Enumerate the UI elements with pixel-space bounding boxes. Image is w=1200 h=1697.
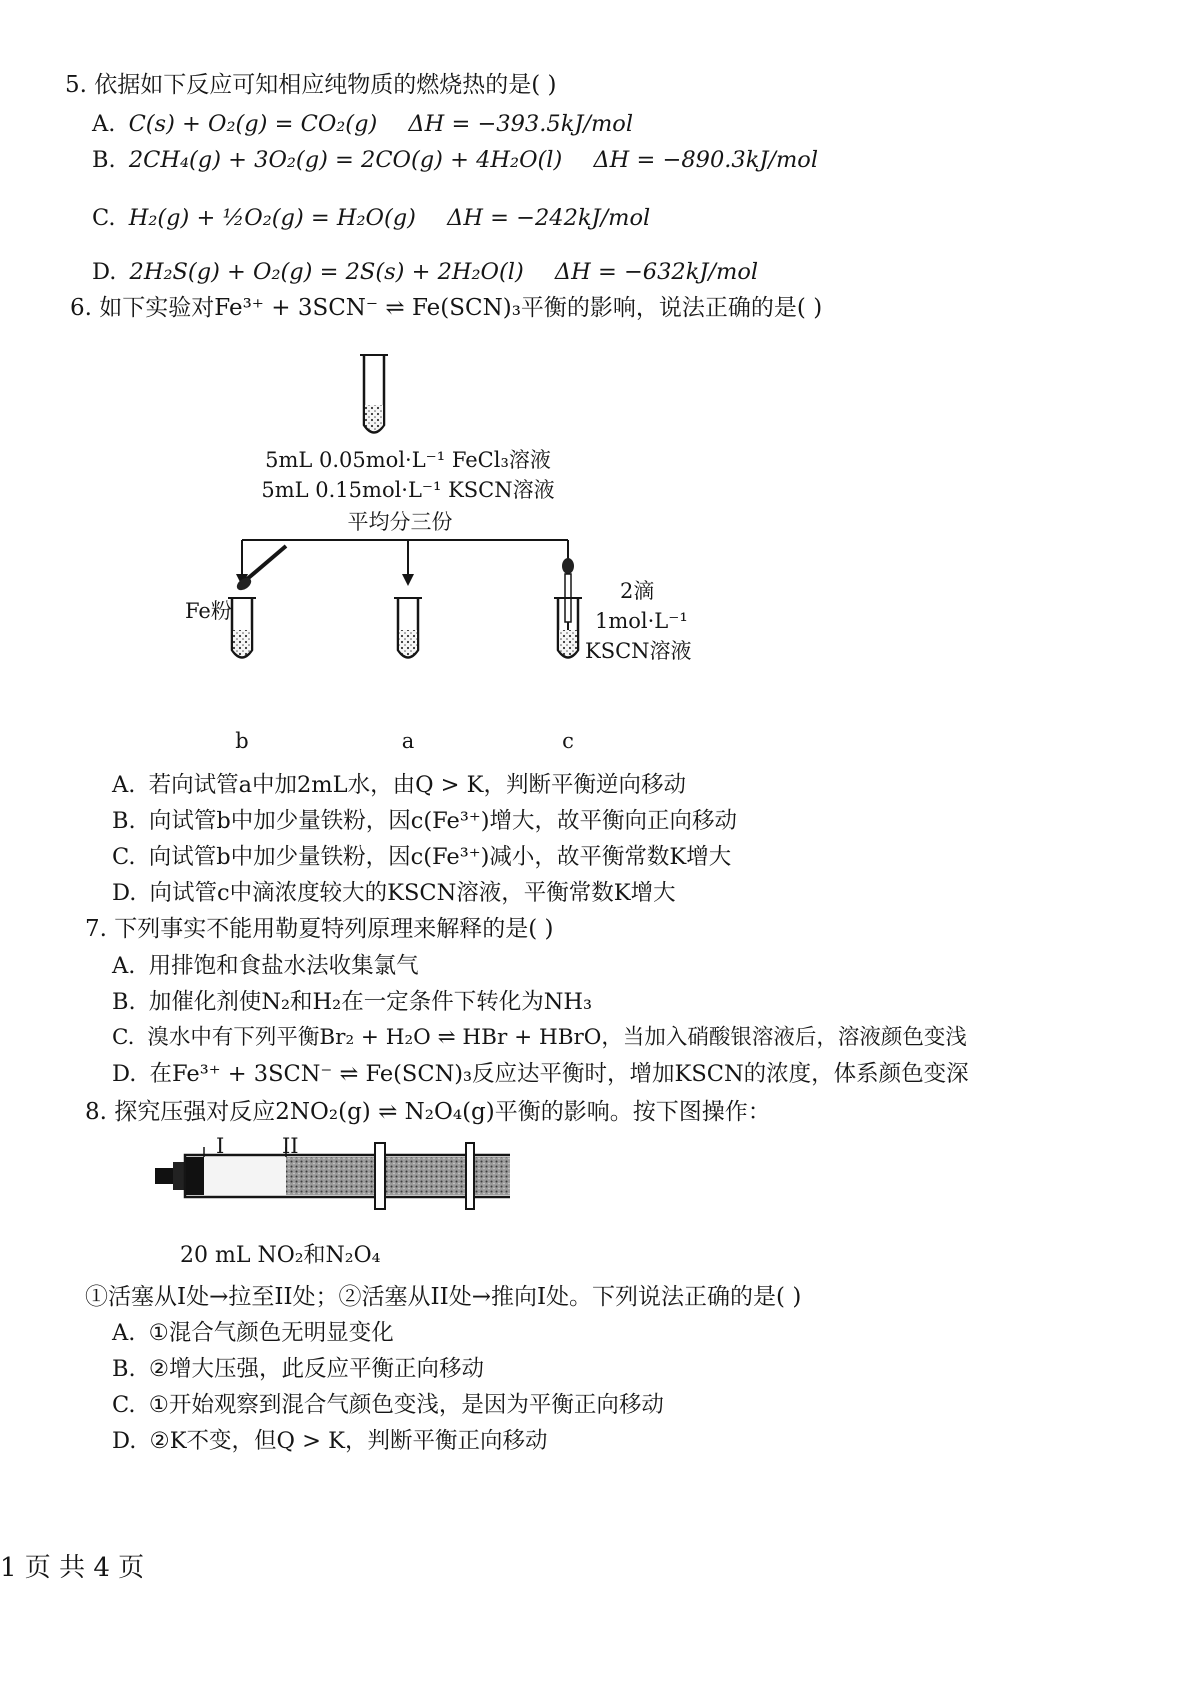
q8-option-b (112, 1354, 484, 1384)
q7-option-c-text: 溴水中有下列平衡Br₂ + H₂O ⇌ HBr + HBrO，当加入硝酸银溶液后，溶液颜色变浅 (147, 1025, 967, 1050)
q6-solution-line1: 5mL 0.05mol·L⁻¹ FeCl₃溶液 (265, 448, 551, 472)
q6-option-c (112, 842, 731, 872)
q8-instruction: ①活塞从I处→拉至II处；②活塞从II处→推向I处。下列说法正确的是( ) (85, 1284, 802, 1310)
q8-option-b-text: ②增大压强，此反应平衡正向移动 (148, 1356, 485, 1382)
q6-drop-label-line1: 2滴 (620, 579, 655, 603)
q6-option-c-text: 向试管b中加少量铁粉，因c(Fe³⁺)减小，故平衡常数K增大 (148, 844, 732, 870)
q7-stem: 7. 下列事实不能用勒夏特列原理来解释的是( ) (85, 916, 554, 942)
q7-option-b-text: 加催化剂使N₂和H₂在一定条件下转化为NH₃ (148, 989, 593, 1015)
q5-option-d-dh: ΔH = −632kJ/mol (554, 259, 759, 285)
q8-option-c-text: ①开始观察到混合气颜色变浅，是因为平衡正向移动 (148, 1392, 664, 1418)
q7-option-d-letter: D. (112, 1061, 137, 1087)
syringe-piston (186, 1157, 204, 1195)
q6-drop-label-line3: KSCN溶液 (585, 639, 692, 663)
q7-option-a (112, 951, 419, 981)
q7-option-c-letter: C. (112, 1025, 135, 1050)
q5-option-c-letter: C. (92, 205, 116, 231)
q5-option-c-equation: H₂(g) + ½O₂(g) = H₂O(g) (128, 205, 416, 231)
q6-option-b-text: 向试管b中加少量铁粉，因c(Fe³⁺)增大，故平衡向正向移动 (148, 808, 737, 834)
q6-option-a-text: 若向试管a中加2mL水，由Q > K，判断平衡逆向移动 (148, 772, 686, 798)
q6-tube-c-label: c (562, 729, 574, 753)
q7-option-b (112, 987, 592, 1017)
q5-option-b-dh: ΔH = −890.3kJ/mol (593, 147, 819, 173)
q6-option-c-letter: C. (112, 844, 136, 870)
q6-tube-a-label: a (401, 729, 415, 753)
q5-option-a (92, 109, 633, 139)
q5-option-d-letter: D. (92, 259, 117, 285)
test-tube-a (394, 598, 422, 658)
q8-mark-i: I (216, 1134, 225, 1158)
q5-option-b-equation: 2CH₄(g) + 3O₂(g) = 2CO(g) + 4H₂O(l) (128, 147, 563, 173)
q8-option-b-letter: B. (112, 1356, 136, 1382)
q7-option-c (112, 1023, 967, 1053)
q8-mark-ii: II (282, 1134, 299, 1158)
q6-option-a (112, 770, 686, 800)
q6-solution-line2: 5mL 0.15mol·L⁻¹ KSCN溶液 (261, 478, 555, 502)
q5-option-b-letter: B. (92, 147, 116, 173)
q8-option-d-text: ②K不变，但Q > K，判断平衡正向移动 (149, 1428, 548, 1454)
q8-stem: 8. 探究压强对反应2NO₂(g) ⇌ N₂O₄(g)平衡的影响。按下图操作： (85, 1099, 771, 1125)
q8-option-d (112, 1426, 547, 1456)
q8-option-a-letter: A. (112, 1320, 136, 1346)
q8-syringe-caption: 20 mL NO₂和N₂O₄ (180, 1243, 381, 1268)
q5-option-a-dh: ΔH = −393.5kJ/mol (408, 111, 634, 137)
q6-option-b (112, 806, 737, 836)
arrow-a (402, 574, 414, 586)
q6-stem: 6. 如下实验对Fe³⁺ + 3SCN⁻ ⇌ Fe(SCN)₃平衡的影响，说法正确的是( ) (70, 295, 823, 321)
syringe-cap (155, 1168, 173, 1184)
q5-option-c (92, 203, 650, 233)
q5-option-a-letter: A. (92, 111, 116, 137)
test-tube-b (228, 598, 256, 658)
q6-option-d-text: 向试管c中滴浓度较大的KSCN溶液，平衡常数K增大 (149, 880, 676, 906)
q6-option-a-letter: A. (112, 772, 136, 798)
dropper-icon (562, 558, 574, 632)
q8-option-a (112, 1318, 394, 1348)
gas-mixture (286, 1157, 510, 1195)
q6-tube-b-label: b (235, 729, 249, 753)
q8-option-a-text: ①混合气颜色无明显变化 (148, 1320, 394, 1346)
q6-option-d (112, 878, 676, 908)
q5-stem: 5. 依据如下反应可知相应纯物质的燃烧热的是( ) (65, 72, 557, 98)
q5-option-c-dh: ΔH = −242kJ/mol (447, 205, 651, 231)
q5-option-a-equation: C(s) + O₂(g) = CO₂(g) (128, 111, 378, 137)
q5-option-b (92, 145, 818, 175)
q8-option-d-letter: D. (112, 1428, 137, 1454)
source-test-tube (360, 355, 388, 433)
q7-option-a-text: 用排饱和食盐水法收集氯气 (148, 953, 419, 979)
q6-split-label: 平均分三份 (347, 510, 453, 534)
q5-option-d-equation: 2H₂S(g) + O₂(g) = 2S(s) + 2H₂O(l) (129, 259, 524, 285)
q7-option-d-text: 在Fe³⁺ + 3SCN⁻ ⇌ Fe(SCN)₃反应达平衡时，增加KSCN的浓度，体系颜色变深 (149, 1061, 969, 1087)
q7-option-b-letter: B. (112, 989, 136, 1015)
q6-option-d-letter: D. (112, 880, 137, 906)
q6-fe-powder-label: Fe粉 (185, 599, 232, 623)
q8-option-c-letter: C. (112, 1392, 136, 1418)
q5-option-d (92, 257, 758, 287)
q6-experiment-diagram (160, 340, 720, 740)
q7-option-a-letter: A. (112, 953, 136, 979)
q7-option-d (112, 1059, 969, 1089)
q8-option-c (112, 1390, 664, 1420)
q8-syringe-diagram (150, 1135, 510, 1215)
page-footer: 1 页 共 4 页 (0, 1553, 145, 1583)
q6-option-b-letter: B. (112, 808, 136, 834)
q6-drop-label-line2: 1mol·L⁻¹ (595, 609, 688, 633)
